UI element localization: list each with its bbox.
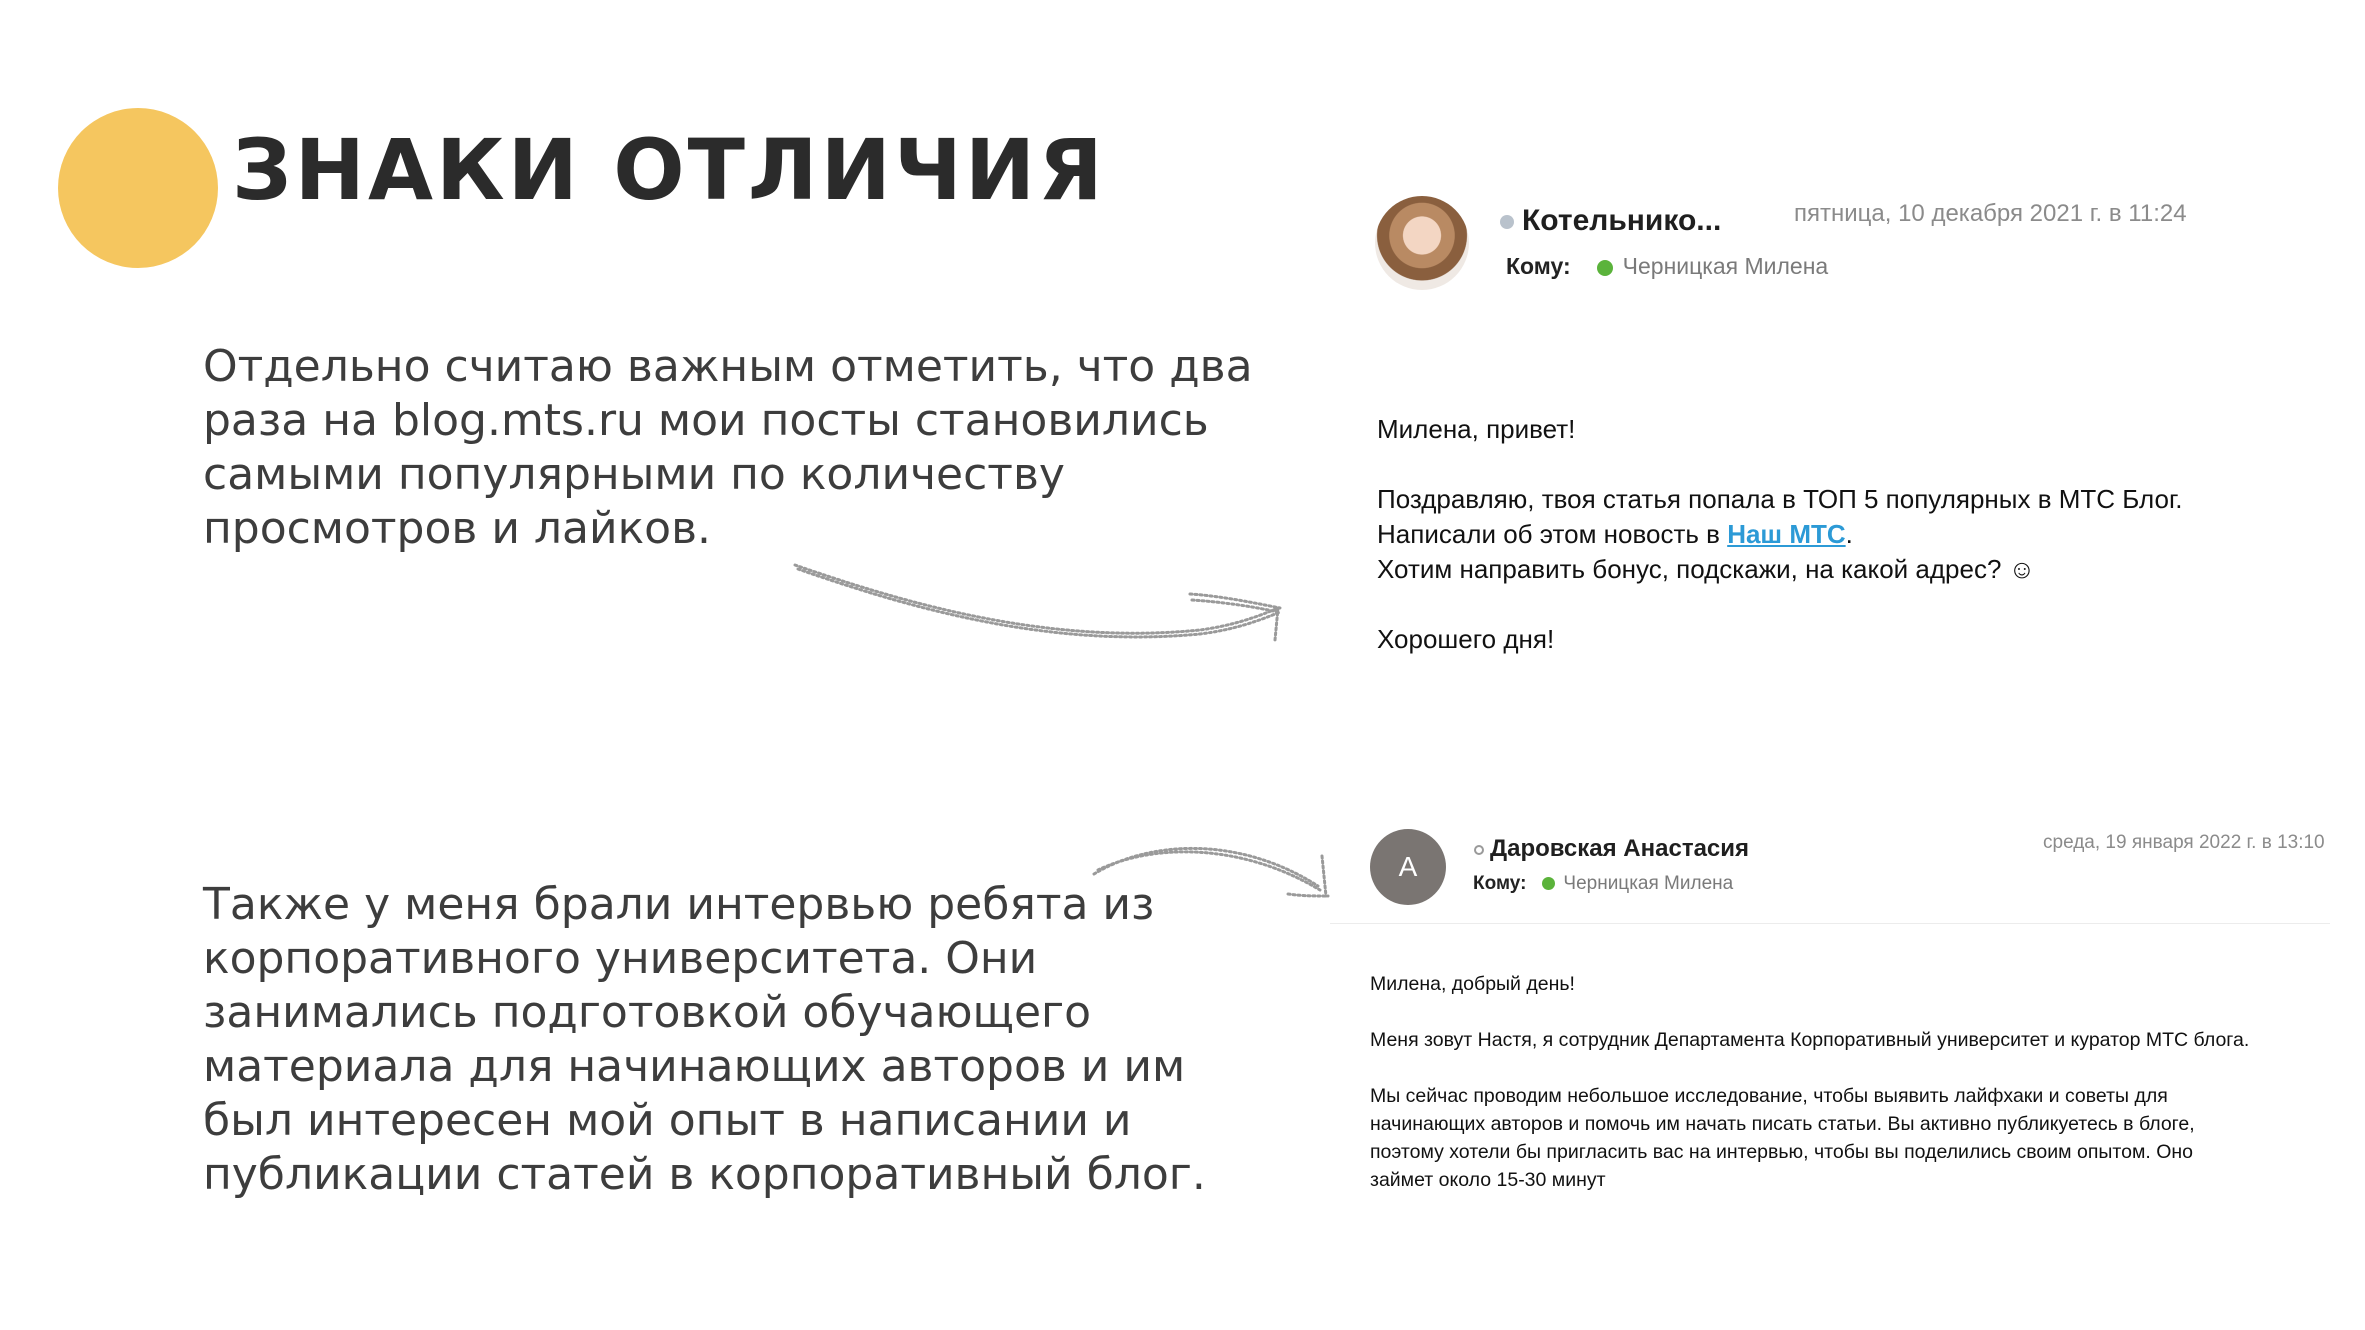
avatar [1375, 196, 1469, 290]
paragraph-interview: Также у меня брали интервью ребята из корпоративного университета. Они занимались подготовкой обучающего материала для начинающих авторов и им был интересен мой опыт в написании и публикации статей в корпоративный блог. [203, 879, 1206, 1200]
online-status-icon [1542, 877, 1555, 890]
avatar: А [1370, 829, 1446, 905]
body-line: Меня зовут Настя, я сотрудник Департамента Корпоративный университет и куратор МТС блога. [1370, 1029, 2250, 1051]
recipient-row [1473, 873, 1733, 895]
body-line: начинающих авторов и помочь им начать писать статьи. Вы активно публикуетесь в блоге, [1370, 1113, 2195, 1135]
body-line: Мы сейчас проводим небольшое исследование, чтобы выявить лайфхаки и советы для [1370, 1085, 2168, 1107]
body-line: займет около 15-30 минут [1370, 1169, 1606, 1191]
email-date: пятница, 10 декабря 2021 г. в 11:24 [1794, 200, 2187, 227]
arrow-right-icon [790, 550, 1290, 660]
recipient-row [1506, 253, 1828, 280]
recipient-name[interactable]: Черницкая Милена [1563, 873, 1734, 894]
arrow-curved-icon [1090, 830, 1340, 910]
body-line: Хотим направить бонус, подскажи, на какой адрес? ☺ [1377, 554, 2036, 584]
body-line: поэтому хотели бы пригласить вас на интервью, чтобы вы поделились своим опытом. Оно [1370, 1141, 2193, 1163]
email-body [1377, 412, 2183, 657]
sender-name[interactable]: Даровская Анастасия [1474, 835, 1749, 863]
paragraph-popular-posts: Отдельно считаю важным отметить, что два раза на blog.mts.ru мои посты становились самыми популярными по количеству просмотров и лайков. [203, 341, 1253, 554]
greeting: Милена, добрый день! [1370, 973, 1575, 995]
divider [1330, 923, 2330, 924]
email-date: среда, 19 января 2022 г. в 13:10 [2043, 832, 2325, 853]
status-dot-icon [1500, 215, 1514, 229]
status-dot-icon [1474, 845, 1484, 855]
sender-name[interactable]: Котельнико... [1500, 204, 1721, 238]
slide-title: ЗНАКИ ОТЛИЧИЯ [232, 121, 1106, 219]
to-label: Кому: [1506, 253, 1571, 279]
body-line: Поздравляю, твоя статья попала в ТОП 5 популярных в МТС Блог. [1377, 484, 2183, 514]
to-label: Кому: [1473, 873, 1527, 894]
recipient-name[interactable]: Черницкая Милена [1622, 253, 1829, 279]
body-line-with-link: Написали об этом новость в Наш МТС. [1377, 519, 1853, 549]
closing: Хорошего дня! [1377, 624, 1555, 654]
online-status-icon [1597, 260, 1613, 276]
email-body [1370, 970, 2340, 1194]
nash-mts-link[interactable]: Наш МТС [1727, 519, 1846, 549]
greeting: Милена, привет! [1377, 414, 1576, 444]
accent-circle [58, 108, 218, 268]
